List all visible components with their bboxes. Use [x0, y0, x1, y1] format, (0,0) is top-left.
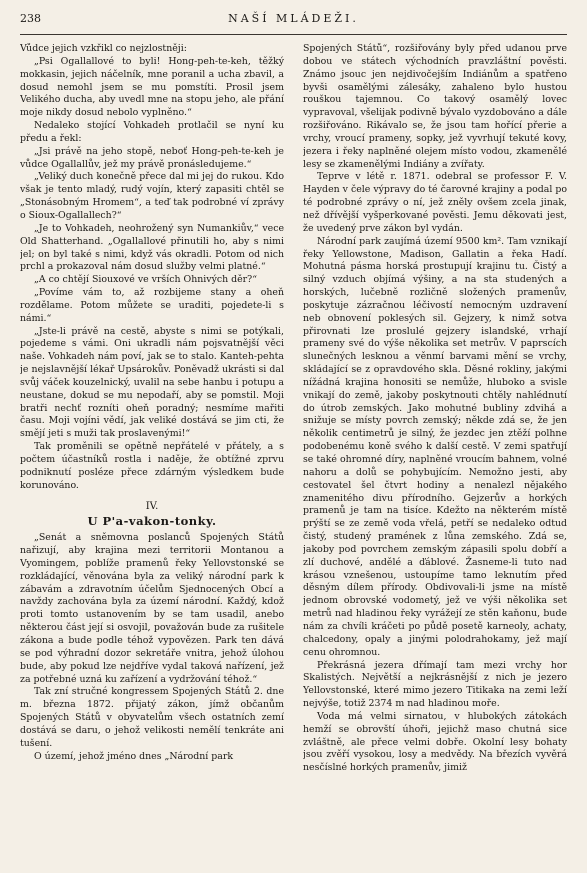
paragraph: „Jste-li právě na cestě, abyste s nimi se potýkali, pojedeme s vámi. Oni ukradli nám pojsvatnější věci naše. Vohkadeh nám poví, jak se to stalo. Kanteh-pehta je nejslavnější lékař Upsárokův. Poněvadž ukrásti si dal svůj váček kouzelnický, uvalil na sebe hanbu i potupu a neustane, dokud se mu nepodaří, aby se pomstil. Moji bratři nechť rozníti oheň poradný; nesmíme mařiti času. Moji vojíni vědí, jak veliké dostává se jim cti, že smějí jeti s muži tak proslavenými!“ [20, 325, 284, 440]
paragraph: Teprve v létě r. 1871. odebral se professor F. V. Hayden v čele výpravy do té čarovné krajiny a podal po té podrobné zprávy o ní, jež zněly ovšem zcela jinak, než dřívější vyšperkované pověsti. Jemu děkovati jest, že uvedený prve zákon byl vydán. [303, 171, 567, 234]
paragraph: Spojených Států“, rozšiřovány byly před udanou prve dobou ve státech východních pravzláštní pověsti. Známo jsouc jen nejdivočejším Indiánům a spatřeno byvši osamělými zálesáky, zahaleno bylo hustou rouškou tajemnou. Co takový osamělý lovec vypravoval, všelijak podivně bývalo vyzdobováno a dále rozšiřováno. Rikávalo se, že jsou tam hořící přerie a vrchy, vroucí prameny, sopky, jež vyvrhují tekuté kovy, jezera i řeky naplněné olejem místo vodou, zkamenělé lesy se zkamenělými Indiány a zvířaty. [303, 43, 567, 170]
paragraph: Národní park zaujímá území 9500 km². Tam vznikají řeky Yellowstone, Madison, Gallatin a řeka Hadí. Mohutná pásma horská prostupují krajinu tu. Čistý a silný vzduch objímá výšiny, a na sta studených a horských, lučebně rozličně složených pramenův, poskytuje zázračnou léčivostí nemocným uzdravení neb obnovení poklesých sil. Gejzery, k nimž sotva přirovnati lze proslulé gejzery islandské, vrhají prameny své do výše několika set metrův. V paprscích slunečných lesknou a věnmí barvami mění se vrchy, skládající se z opravdového skla. Děsné rokliny, jakými nížádná krajina honositi se nemůže, hluboko a svisle vnikají do země, jakoby poskytnouti chtěly nahlédnutí do útrob zemských. Jako mohutné bubliny zdvihá a snižuje se místy povrch zemský; někde zdá se, že jen několik centimetrů je silný, že jezdec jen ztěží polhne podobenému koně svého k další cestě. V zemi spatřují se také ohromné díry, naplněné vroucím bahnem, volné nahoru a dolů se pohybujícím. Nemožno jesti, aby cestovatel šel čtvrt hodiny a nenalezl nějakého znamenitého divu přírodního. Gejzerův a horkých pramenů je tam na tisíce. Kdežto na některém místě prýští se ze země voda vřelá, petří se nedaleko odtud čistý, studený pramének z lůna zemského. Zdá se, jakoby pod povrchem zemským zápasili spolu dobří a zlí duchové, andělé a ďáblové. Žasneme-li tuto nad krásou vznešenou, ustoupíme tamo leknutím před děsným dílem přírody. Obdivovali-li jsme na místě jednom obrovské vodometý, jež ve výši několika set metrů nad hladinou řeky vyrážejí ze stěn kaňonu, bude nám za chvíli kráčeti po půdě posetě karneoly, achaty, chalcedony, opaly a jinými polodrahokamy, jež mají cenu ohromnou. [303, 235, 567, 658]
paragraph: Vůdce jejich vzkřikl co nejzlostněji: [20, 43, 187, 54]
paragraph: Nedaleko stojící Vohkadeh protlačil se nyní ku předu a řekl: [20, 120, 284, 144]
section-number: IV. [145, 500, 159, 512]
paragraph: „Je to Vohkadeh, neohrožený syn Numankiův,“ vece Old Shatterhand. „Ogallallové přinutili ho, aby s nimi jel; on byl také s nimi, když vás okradli. Potom od nich prchl a prokazoval nám dosud služby velmi platné.“ [20, 222, 284, 273]
section-title: U P'a-vakon-tonky. [87, 514, 217, 529]
paragraph: „Povíme vám to, až rozbijeme stany a oheň rozdělame. Potom můžete se uraditi, pojedete-li s námi.“ [20, 287, 284, 324]
paragraph: Tak proměnili se opětně nepřátelé v přátely, a s počtem účastníků rostla i naděje, že obtížné zprvu podniknutí posléze přece zdárným výsledkem bude korunováno. [20, 441, 284, 491]
running-title: NAŠÍ MLÁDEŽI. [228, 12, 359, 25]
left-column [20, 43, 284, 869]
paragraph: Voda má velmi sirnatou, v hlubokých zátokách hemží se obrovští úhoři, jejichž maso chutná sice zvláštně, ale přece velmi dobře. Okolní lesy bohaty jsou zvěří vysokou, losy a medvědy. Na březích vyvěrá nesčíslné horkých pramenův, jimiž [303, 710, 567, 774]
page-header [20, 12, 567, 30]
right-column [303, 43, 567, 869]
paragraph: Překrásná jezera dřímají tam mezi vrchy hor Skalistých. Největší a nejkrásnější z nich je jezero Yellovstonské, které mimo jezero Titikaka na zemi leží nejvýše, totiž 2374 m nad hladinou moře. [303, 659, 567, 710]
paragraph: „Veliký duch konečně přece dal mi jej do rukou. Kdo však je tento mladý, rudý vojín, který zapasiti chtěl se „Stonásobným Hromem“, a teď tak podrobné ví zprávy o Sioux-Ogallallech?“ [20, 171, 284, 221]
paragraph: „Senát a sněmovna poslanců Spojených Států nařizují, aby krajina mezi territorii Montanou a Vyomingem, poblíže pramenů řeky Yellovstonské se rozkládající, věnována byla za veliký národní park k zábavám a zdravotním účelům Sjednocených Obcí a navždy zachována byla za území národní. Každý, kdož proti tomto ustanovením by se tam usadil, anebo některou část její si osvojil, považován bude za rušitele zákona a bude podle téhož vypovězen. Park ten dává se pod výhradní dozor sekretáře vnitra, jehož úlohou bude, aby pokud lze nejdříve vydal taková nařízení, jež za potřebné uzná ku zařízení a vydržování téhož.“ [20, 532, 284, 685]
paragraph: „A co chtějí Siouxové ve vrších Ohnivých děr?“ [34, 274, 257, 286]
paragraph: „Psi Ogallallové to byli! Hong-peh-te-keh, těžký mokkasin, jejich náčelník, mne poranil a ucha zbavil, a dosud nemohl jsem se mu pomstíti. Prosil jsem Velikého ducha, aby uvedl mne na stopu jeho, ale přání moje nikdy dosud nebolo vyplněno.“ [20, 55, 284, 119]
paragraph: O území, jehož jméno dnes „Národní park [34, 750, 234, 762]
page-number: 238 [20, 12, 41, 25]
header-rule [20, 34, 567, 35]
paragraph: Tak zní stručné kongressem Spojených Států 2. dne m. března 1872. přijatý zákon, jímž občanům Spojených Států v obyvatelům všech ostatních zemí dostává se daru, o jehož velikosti nemělí tenkráte ani tušení. [20, 686, 284, 749]
paragraph: „Jsi právě na jeho stopě, neboť Hong-peh-te-keh je vůdce Ogallallův, jež my právě pronásledujeme.“ [20, 145, 284, 170]
